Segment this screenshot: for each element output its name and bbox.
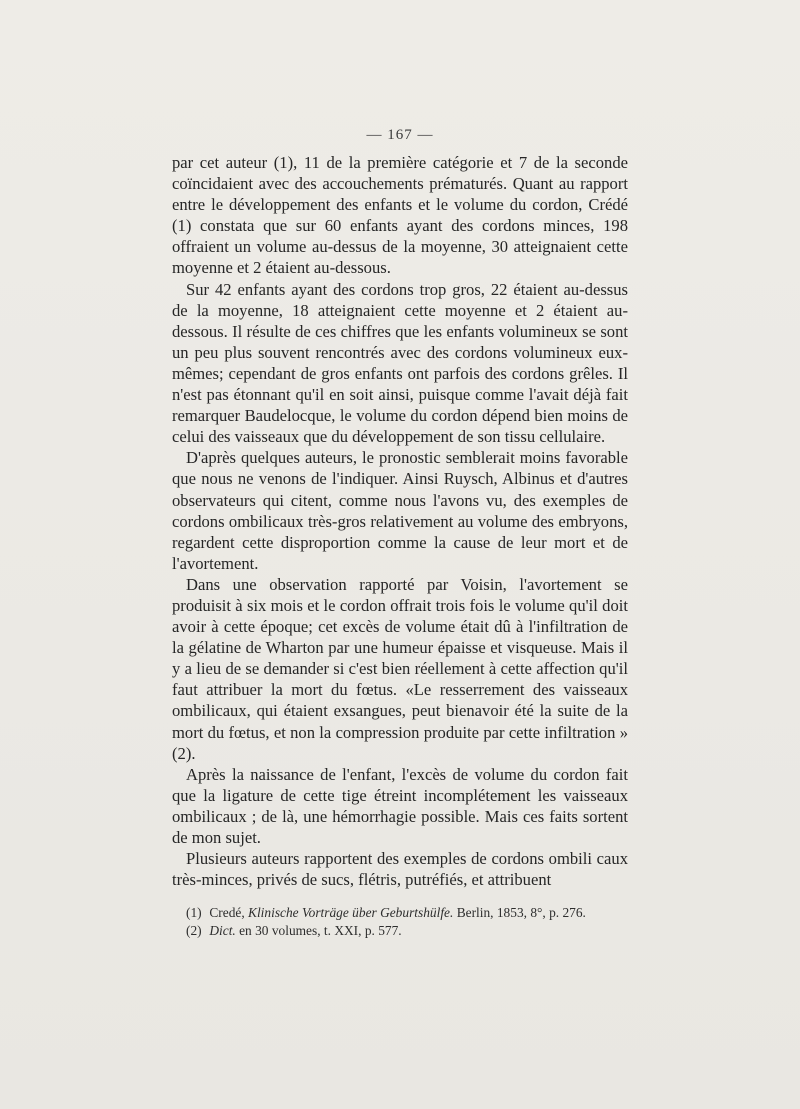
footnote-text: Credé, (209, 905, 249, 920)
paragraph: Dans une observation rapporté par Voisin, l'avortement se produisit à six mois et le cordon offrait trois fois le volume qu'il doit avoir à cette époque; cet excès de volume était dû à l'infiltration de la gélatine de Wharton par une humeur épaisse et visqueuse. Mais il y a lieu de se demander si c'est bien réellement à cette affection qu'il faut attribuer la mort du fœtus. «Le resserrement des vaisseaux ombilicaux, qui étaient exsangues, peut bienavoir été la suite de la mort du fœtus, et non la compression produite par cette infiltration » (2). (172, 574, 628, 763)
footnote-text: Berlin, 1853, 8°, p. 276. (453, 905, 586, 920)
footnote (186, 904, 636, 922)
footnote-title: Dict. (209, 923, 236, 938)
footnote-mark: (2) (186, 923, 202, 938)
paragraph: par cet auteur (1), 11 de la première catégorie et 7 de la seconde coïncidaient avec des accouchements prématurés. Quant au rapport entre le développement des enfants et le volume du cordon, Crédé (1) constata que sur 60 enfants ayant des cordons minces, 198 offraient un volume au-dessus de la moyenne, 30 atteignaient cette moyenne et 2 étaient au-dessous. (172, 153, 628, 278)
page-number: — 167 — (366, 127, 434, 143)
paragraph: Sur 42 enfants ayant des cordons trop gros, 22 étaient au-dessus de la moyenne, 18 atteignaient cette moyenne et 2 étaient au-dessous. Il résulte de ces chiffres que les enfants volumineux se sont un peu plus souvent rencontrés avec des cordons volumineux eux-mêmes; cependant de gros enfants ont parfois des cordons grêles. Il n'est pas étonnant qu'il en soit ainsi, puisque comme l'avait déjà fait remarquer Baudelocque, le volume du cordon dépend bien moins de celui des vaisseaux que du développement de son tissu cellulaire. (172, 279, 628, 447)
footnote-text: en 30 volumes, t. XXI, p. 577. (235, 923, 402, 938)
footnote-title: Klinische Vorträge über Geburtshülfe. (248, 905, 454, 920)
paragraph: Après la naissance de l'enfant, l'excès de volume du cordon fait que la ligature de cette tige étreint incomplétement les vaisseaux ombilicaux ; de là, une hémorrhagie possible. Mais ces faits sortent de mon sujet. (172, 764, 628, 847)
footnote-mark: (1) (186, 905, 202, 920)
footnotes (186, 904, 636, 940)
paragraph: D'après quelques auteurs, le pronostic semblerait moins favorable que nous ne venons de l'indiquer. Ainsi Ruysch, Albinus et d'autres observateurs qui citent, comme nous l'avons vu, des exemples de cordons ombilicaux très-gros relativement au volume des embryons, regardent cette disproportion comme la cause de leur mort et de l'avortement. (172, 448, 628, 573)
body-text (172, 152, 628, 890)
paragraph: Plusieurs auteurs rapportent des exemples de cordons ombili caux très-minces, privés de sucs, flétris, putréfiés, et attribuent (172, 849, 628, 890)
footnote (186, 922, 636, 940)
